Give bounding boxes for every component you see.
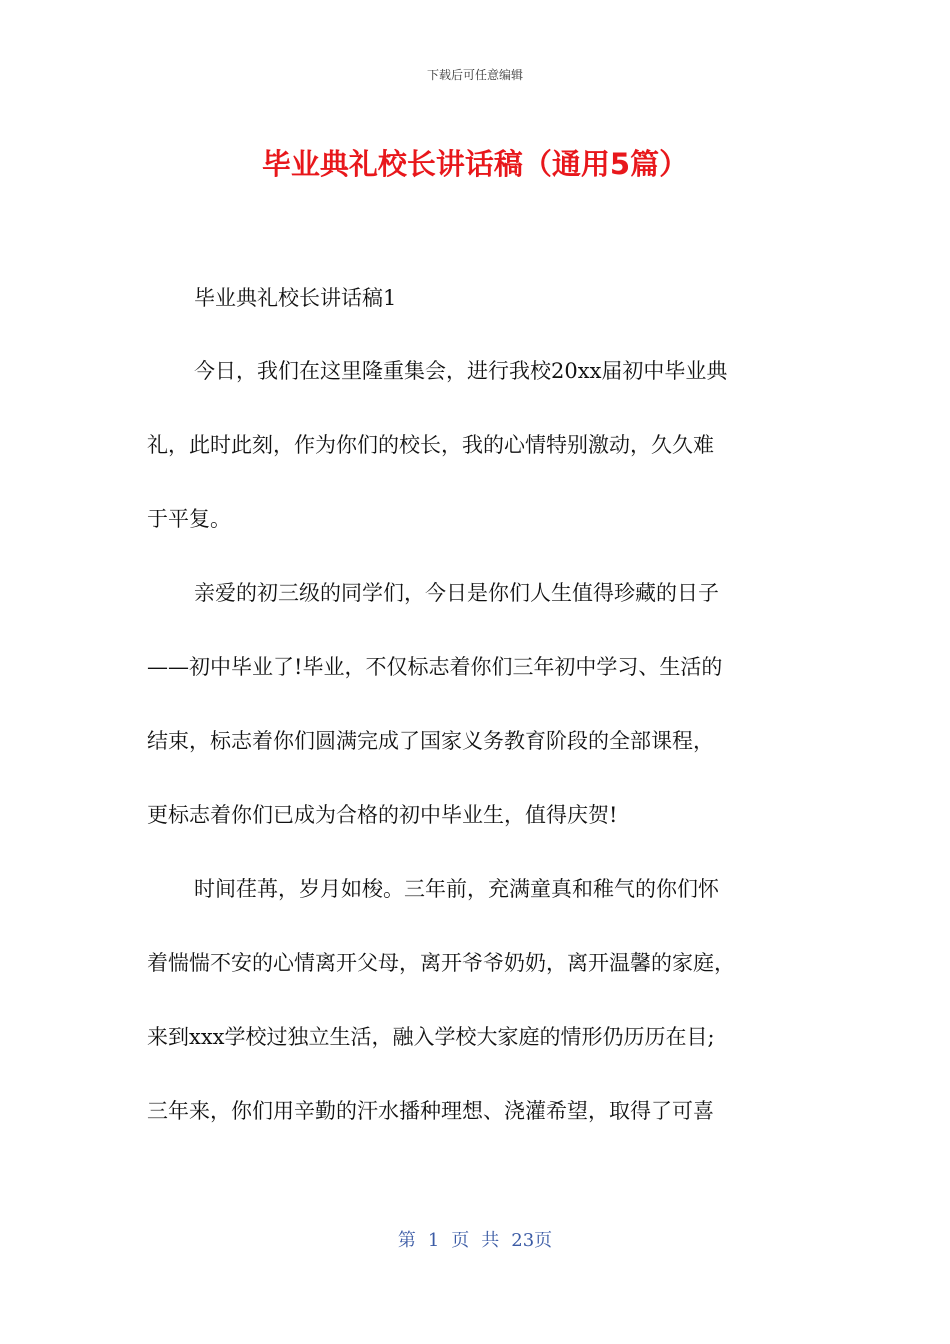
paragraph-line: ——初中毕业了!毕业，不仅标志着你们三年初中学习、生活的 [147, 655, 723, 679]
header-note: 下载后可任意编辑 [426, 68, 523, 82]
total-prefix: 共 [481, 1230, 500, 1251]
page-footer [0, 1226, 950, 1252]
paragraph-line: 时间荏苒，岁月如梭。三年前，充满童真和稚气的你们怀 [194, 877, 719, 901]
paragraph-line: 礼，此时此刻，作为你们的校长，我的心情特别激动，久久难 [147, 433, 714, 457]
paragraph-line: 着惴惴不安的心情离开父母，离开爷爷奶奶，离开温馨的家庭， [147, 951, 735, 975]
page-label-mid: 页 [451, 1230, 470, 1251]
paragraph-line: 结束，标志着你们圆满完成了国家义务教育阶段的全部课程， [147, 729, 714, 753]
paragraph-line: 今日，我们在这里隆重集会，进行我校20xx届初中毕业典 [194, 359, 728, 383]
paragraph-line: 三年来，你们用辛勤的汗水播种理想、浇灌希望，取得了可喜 [147, 1099, 714, 1123]
paragraph-line: 于平复。 [147, 507, 231, 531]
total-pages: 23页 [511, 1230, 553, 1251]
page-number: 1 [427, 1230, 440, 1251]
paragraph-line: 来到xxx学校过独立生活，融入学校大家庭的情形仍历历在目; [147, 1025, 715, 1049]
paragraph-line: 更标志着你们已成为合格的初中毕业生，值得庆贺! [147, 803, 618, 827]
document-title: 毕业典礼校长讲话稿（通用5篇） [261, 147, 689, 181]
page-label-prefix: 第 [397, 1230, 416, 1251]
section-heading: 毕业典礼校长讲话稿1 [194, 286, 397, 310]
paragraph-line: 亲爱的初三级的同学们，今日是你们人生值得珍藏的日子 [194, 581, 719, 605]
